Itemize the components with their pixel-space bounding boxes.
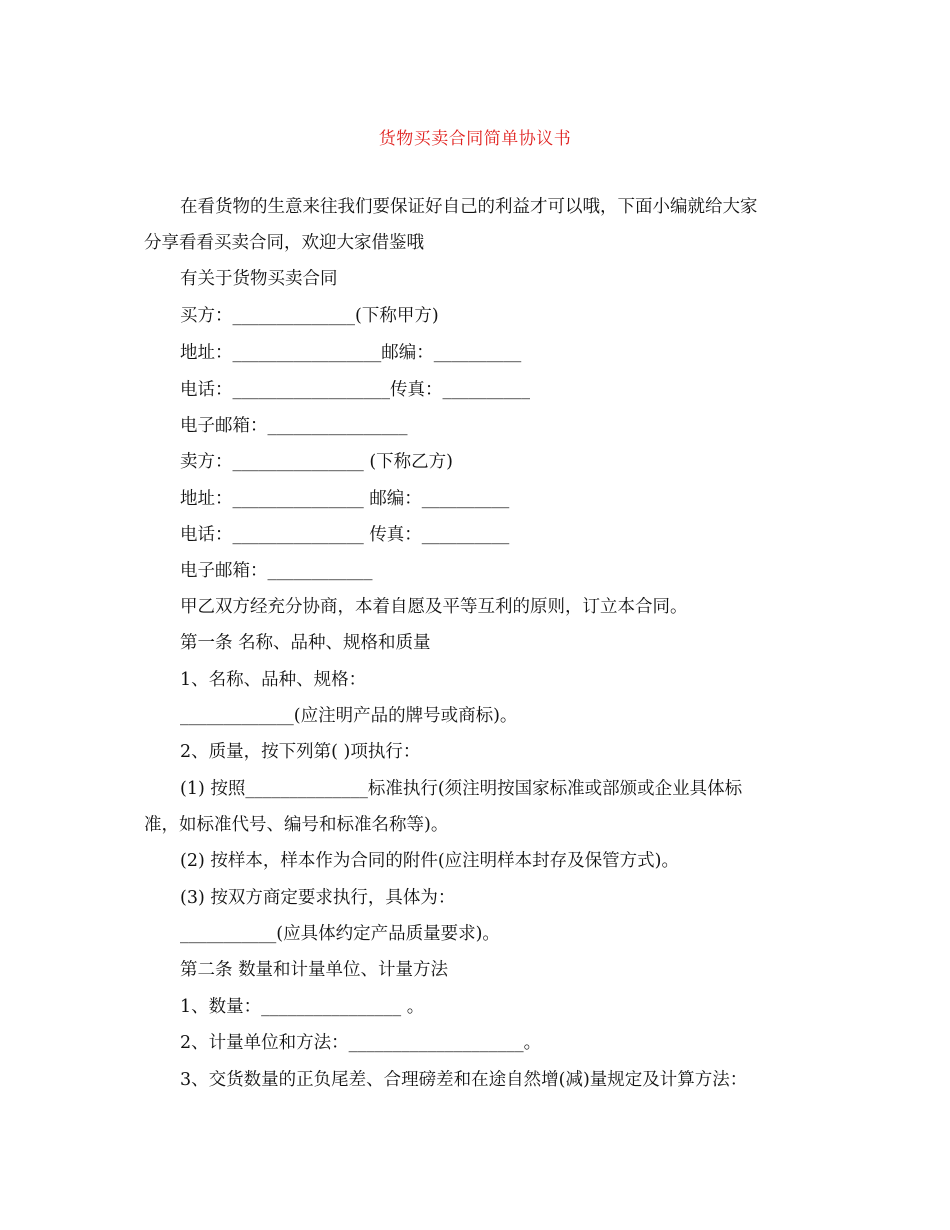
buyer-name-line: 买方：______________(下称甲方) (180, 306, 439, 326)
article-1-item-1: 1、名称、品种、规格： (180, 670, 367, 690)
article-2-item-1: 1、数量：________________ 。 (180, 997, 425, 1017)
quality-option-1: (1) 按照______________标准执行(须注明按国家标准或部颁或企业具体标 (180, 779, 743, 799)
seller-name-line: 卖方：_______________ (下称乙方) (180, 452, 453, 472)
article-1-heading: 第一条 名称、品种、规格和质量 (180, 633, 431, 653)
seller-email-line: 电子邮箱：____________ (180, 561, 373, 581)
quality-option-2: (2) 按样本，样本作为合同的附件(应注明样本封存及保管方式)。 (180, 851, 680, 871)
section-heading-contract: 有关于货物买卖合同 (180, 269, 338, 289)
buyer-phone-line: 电话：__________________传真：__________ (180, 380, 530, 400)
article-1-item-1-blank: _____________(应注明产品的牌号或商标)。 (180, 706, 518, 726)
quality-option-3-blank: ___________(应具体约定产品质量要求)。 (180, 924, 500, 944)
seller-phone-line: 电话：_______________ 传真：__________ (180, 525, 510, 545)
seller-address-line: 地址：_______________ 邮编：__________ (180, 489, 510, 509)
buyer-address-line: 地址：_________________邮编：__________ (180, 343, 522, 363)
quality-option-3: (3) 按双方商定要求执行，具体为： (180, 888, 456, 908)
buyer-email-line: 电子邮箱：________________ (180, 416, 408, 436)
intro-line-2: 分享看看买卖合同，欢迎大家借鉴哦 (144, 233, 424, 253)
agreement-statement: 甲乙双方经充分协商，本着自愿及平等互利的原则，订立本合同。 (180, 597, 688, 617)
article-1-item-2: 2、质量，按下列第( )项执行： (180, 742, 421, 762)
article-2-item-3: 3、交货数量的正负尾差、合理磅差和在途自然增(减)量规定及计算方法： (180, 1070, 748, 1090)
article-2-item-2: 2、计量单位和方法：____________________。 (180, 1033, 542, 1053)
quality-option-1-cont: 准，如标准代号、编号和标准名称等)。 (144, 815, 449, 835)
document-title: 货物买卖合同简单协议书 (378, 129, 572, 149)
intro-line-1: 在看货物的生意来往我们要保证好自己的利益才可以哦，下面小编就给大家 (180, 197, 758, 217)
article-2-heading: 第二条 数量和计量单位、计量方法 (180, 960, 449, 980)
